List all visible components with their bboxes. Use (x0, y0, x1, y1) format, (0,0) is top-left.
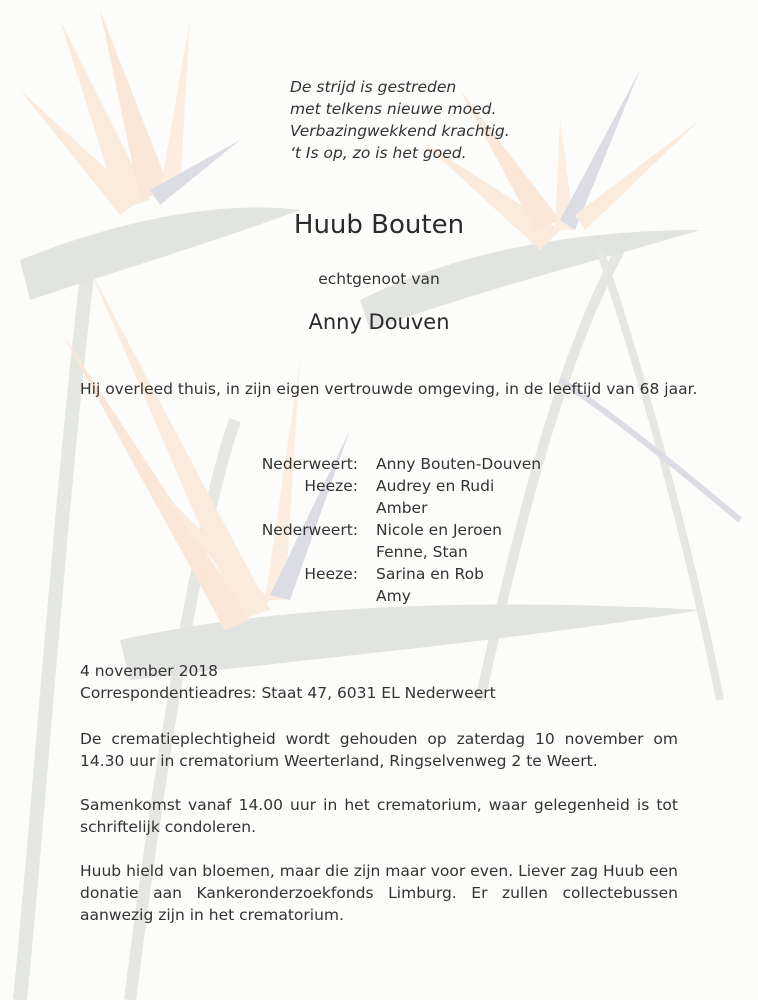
family-names: Nicole en Jeroen (376, 521, 502, 539)
family-names: Amber (376, 499, 428, 517)
family-names: Fenne, Stan (376, 543, 468, 561)
spouse-name: Anny Douven (308, 310, 450, 334)
family-place: Nederweert: (261, 455, 358, 473)
family-row (0, 475, 758, 497)
family-row (0, 563, 758, 585)
family-place: Heeze: (304, 477, 358, 495)
family-row (0, 519, 758, 541)
passing-statement: Hij overleed thuis, in zijn eigen vertrouwde omgeving, in de leeftijd van 68 jaar. (80, 380, 698, 398)
cremation-paragraph: De crematieplechtigheid wordt gehouden op zaterdag 10 november om 14.30 uur in crematorium Weerterland, Ringselvenweg 2 te Weert. (80, 730, 678, 770)
gathering-paragraph: Samenkomst vanaf 14.00 uur in het crematorium, waar gelegenheid is tot schriftelijk condoleren. (80, 796, 678, 836)
family-names: Sarina en Rob (376, 565, 484, 583)
family-row (0, 541, 758, 563)
family-row (0, 585, 758, 607)
poem-line: met telkens nieuwe moed. (290, 100, 497, 118)
deceased-name: Huub Bouten (293, 210, 465, 240)
family-names: Anny Bouten-Douven (376, 455, 542, 473)
family-names: Amy (376, 587, 411, 605)
spouse-label: echtgenoot van (318, 270, 440, 288)
correspondence-address: Correspondentieadres: Staat 47, 6031 EL Nederweert (80, 684, 496, 702)
notice-date: 4 november 2018 (80, 662, 219, 680)
poem-line: ‘t Is op, zo is het goed. (290, 144, 467, 162)
family-place: Heeze: (304, 565, 358, 583)
donation-paragraph: Huub hield van bloemen, maar die zijn maar voor even. Liever zag Huub een donatie aan Kankeronderzoekfonds Limburg. Er zullen collectebussen aanwezig zijn in het crematorium. (80, 862, 678, 924)
family-list (0, 453, 758, 607)
family-row (0, 453, 758, 475)
family-row (0, 497, 758, 519)
poem-line: Verbazingwekkend krachtig. (290, 122, 510, 140)
family-names: Audrey en Rudi (376, 477, 495, 495)
poem-line: De strijd is gestreden (290, 78, 457, 96)
family-place: Nederweert: (261, 521, 358, 539)
poem (290, 76, 510, 164)
